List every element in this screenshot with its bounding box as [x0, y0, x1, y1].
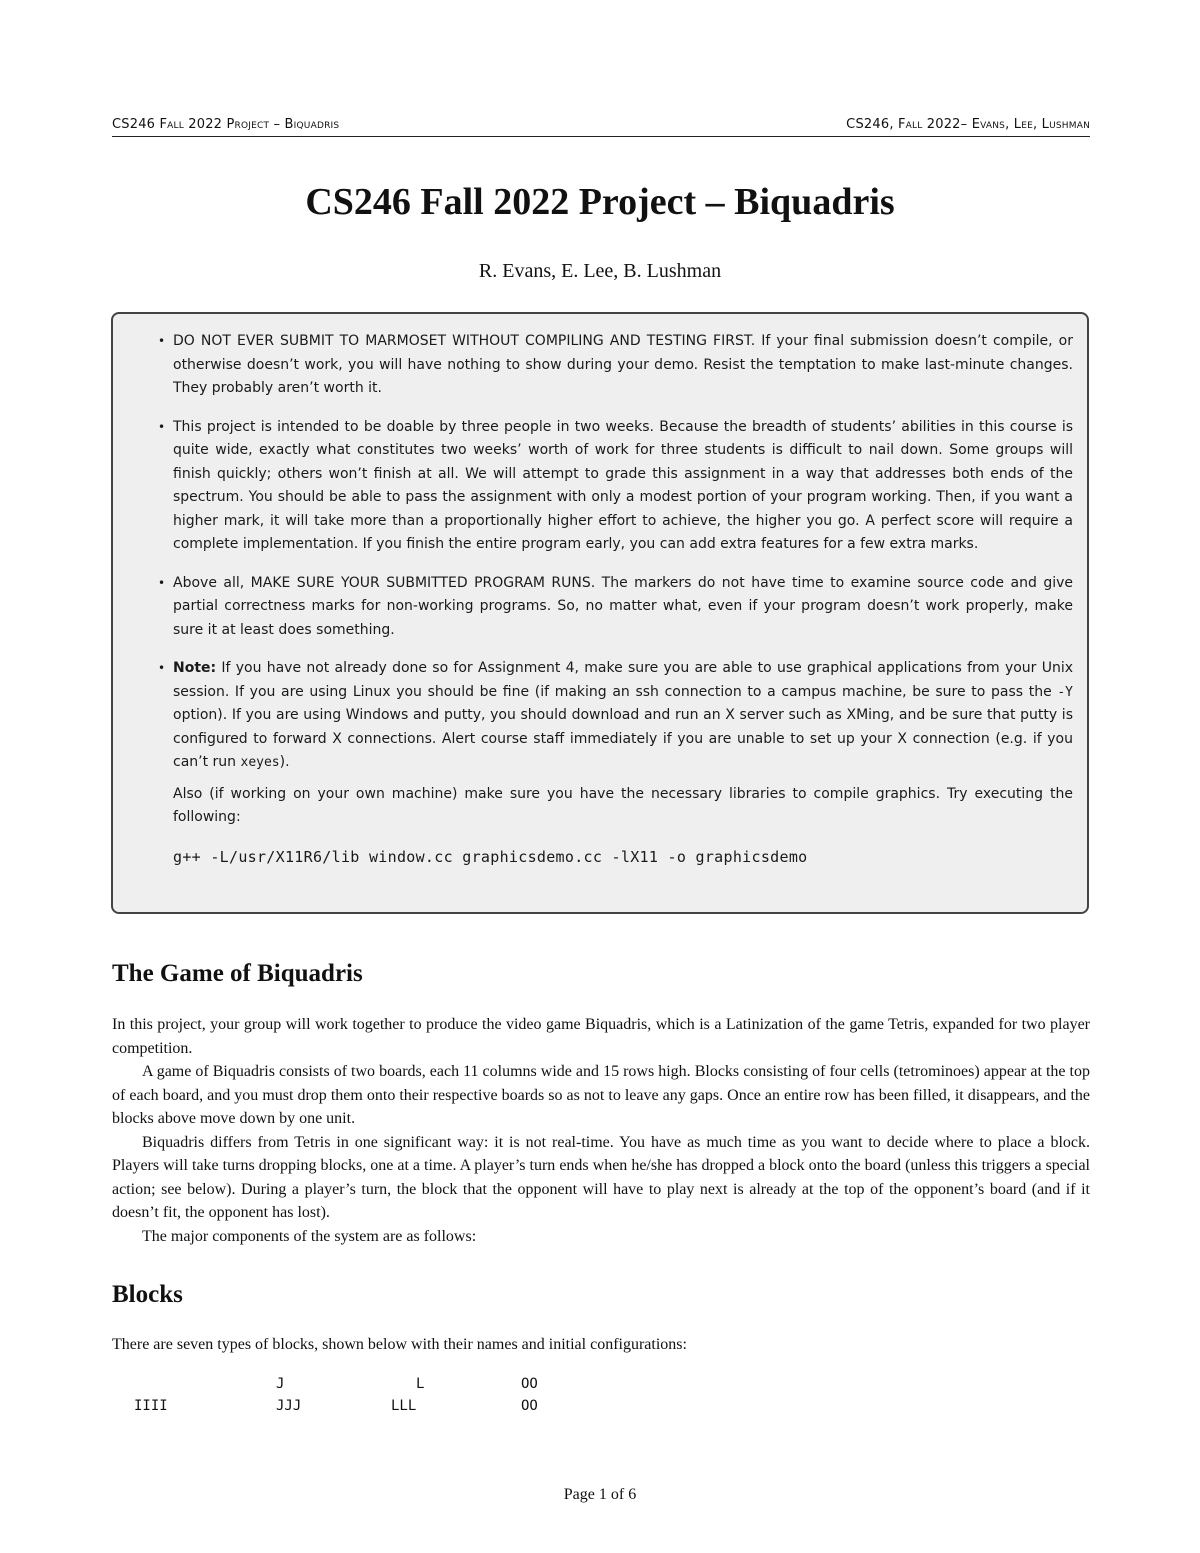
block-l-row: LLL	[391, 1398, 417, 1414]
header-rule	[112, 136, 1090, 137]
notice-libraries-text: Also (if working on your own machine) make sure you have the necessary libraries to compile graphics. Try executing the following:	[173, 785, 1073, 825]
page-title: CS246 Fall 2022 Project – Biquadris	[305, 181, 895, 223]
game-paragraph: The major components of the system are as follows:	[142, 1227, 477, 1245]
notice-list	[158, 330, 1073, 884]
block-l-row: L	[416, 1376, 425, 1392]
game-paragraph: Biquadris differs from Tetris in one significant way: it is not real-time. You have as much time as you want to decide where to place a block. Players will take turns dropping blocks, one at a time. A player’s turn ends when he/she has dropped a block onto the board (unless this triggers a special action; see below). During a player’s turn, the block that the opponent will have to play next is already at the top of the opponent’s board (and if it doesn’t fit, the opponent has lost).	[112, 1133, 1090, 1221]
notice-item-text: Above all, MAKE SURE YOUR SUBMITTED PROGRAM RUNS. The markers do not have time to examine source code and give partial correctness marks for non-working programs. So, no matter what, even if your program doesn’t work properly, make sure it at least does something.	[173, 574, 1073, 638]
authors: R. Evans, E. Lee, B. Lushman	[478, 260, 722, 282]
blocks-diagram	[112, 1374, 712, 1424]
notice-item-text: This project is intended to be doable by three people in two weeks. Because the breadth of students’ abilities in this course is quite wide, exactly what constitutes two weeks’ worth of work for three students is difficult to nail down. Some groups will finish quickly; others won’t finish at all. We will attempt to grade this assignment in a way that addresses both ends of the spectrum. You should be able to pass the assignment with only a modest portion of your program working. Then, if you want a higher mark, it will take more than a proportionally higher effort to achieve, the higher you go. A perfect score will require a complete implementation. If you finish the entire program early, you can add extra features for a few extra marks.	[173, 418, 1073, 552]
bullet-icon: •	[158, 661, 166, 675]
compile-command: g++ -L/usr/X11R6/lib window.cc graphicsdemo.cc -lX11 -o graphicsdemo	[173, 847, 808, 866]
block-o-row: OO	[521, 1398, 538, 1414]
bullet-icon: •	[158, 419, 166, 434]
notice-box	[111, 312, 1089, 914]
running-header	[112, 117, 1090, 132]
block-j-row: J	[276, 1376, 285, 1392]
block-i-row: IIII	[134, 1398, 168, 1414]
blocks-paragraph: There are seven types of blocks, shown below with their names and initial configurations:	[112, 1336, 687, 1353]
running-header-left: CS246 Fall 2022 Project – Biquadris	[112, 117, 340, 132]
note-label: Note:	[173, 660, 217, 676]
notice-item-graphics	[158, 657, 1073, 869]
ssh-flag: -Y	[1057, 684, 1073, 700]
bullet-icon: •	[158, 334, 166, 348]
blocks-section-body	[112, 1333, 1090, 1357]
notice-item-runs	[158, 572, 1073, 643]
running-header-right: CS246, Fall 2022– Evans, Lee, Lushman	[846, 117, 1090, 132]
game-paragraph: In this project, your group will work together to produce the video game Biquadris, which is a Latinization of the game Tetris, expanded for two player competition.	[112, 1016, 1090, 1057]
game-section-body	[112, 1013, 1090, 1248]
block-j-row: JJJ	[276, 1398, 302, 1414]
notice-item-submit	[158, 330, 1073, 401]
notice-item-scope	[158, 416, 1073, 557]
bullet-icon: •	[158, 575, 166, 590]
game-paragraph: A game of Biquadris consists of two boards, each 11 columns wide and 15 rows high. Blocks consisting of four cells (tetrominoes) appear at the top of each board, and you must drop them onto their respective boards so as not to leave any gaps. Once an entire row has been filled, it disappears, and the blocks above move down by one unit.	[112, 1063, 1090, 1127]
block-o-row: OO	[521, 1376, 538, 1392]
section-heading-game: The Game of Biquadris	[112, 960, 363, 987]
notice-note-text: Note: If you have not already done so for Assignment 4, make sure you are able to use graphical applications from your Unix session. If you are using Linux you should be fine (if making an ssh connection to a campus machine, be sure to pass the -Y option). If you are using Windows and putty, you should download and run an X server such as XMing, and be sure that putty is configured to forward X connections. Alert course staff immediately if you are unable to set up your X connection (e.g. if you can’t run xeyes).	[173, 660, 1073, 770]
page-number: Page 1 of 6	[563, 1486, 637, 1503]
xeyes-command: xeyes	[240, 755, 280, 770]
section-heading-blocks: Blocks	[112, 1281, 183, 1308]
notice-item-text: DO NOT EVER SUBMIT TO MARMOSET WITHOUT COMPILING AND TESTING FIRST. If your final submission doesn’t compile, or otherwise doesn’t work, you will have nothing to show during your demo. Resist the temptation to make last-minute changes. They probably aren’t worth it.	[173, 333, 1073, 396]
